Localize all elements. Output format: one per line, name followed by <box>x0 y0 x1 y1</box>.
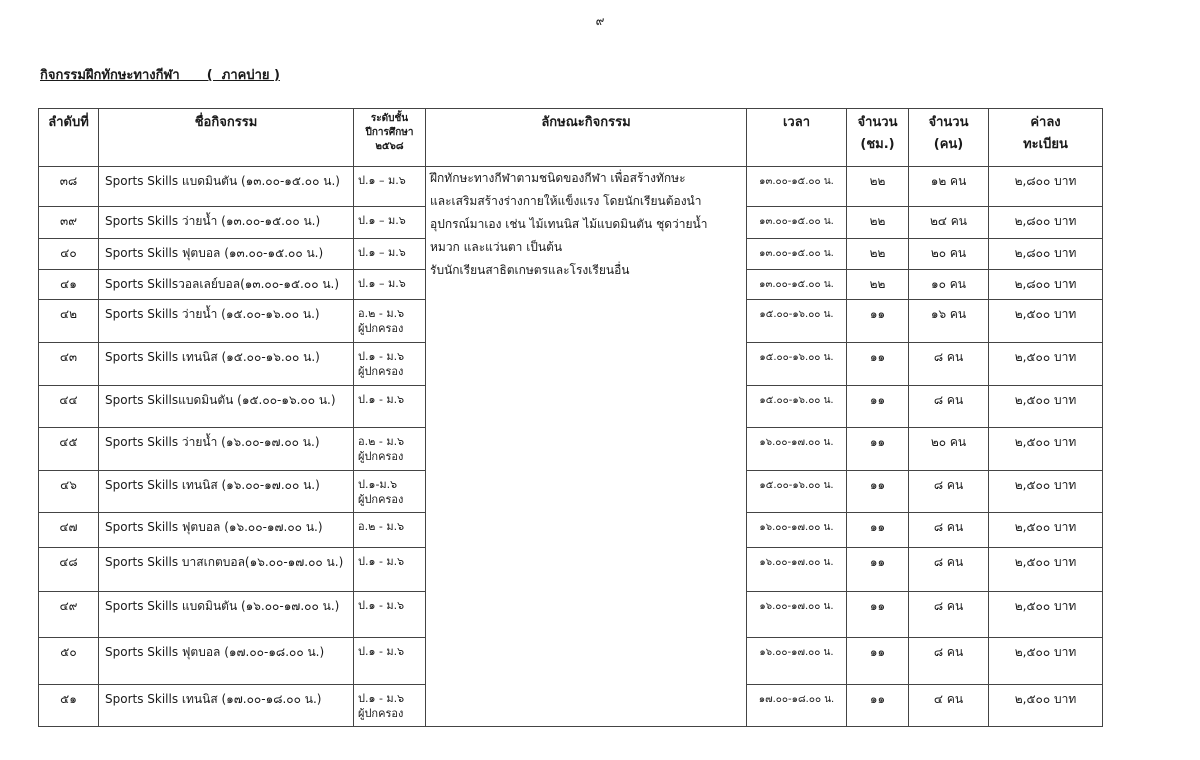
registration-fee: ๒,๘๐๐ บาท <box>989 207 1103 239</box>
activity-hours: ๒๒ <box>847 207 909 239</box>
activity-hours: ๑๑ <box>847 638 909 685</box>
activity-time: ๑๓.๐๐-๑๕.๐๐ น. <box>747 239 847 270</box>
activity-capacity: ๑๐ คน <box>909 270 989 300</box>
grade-level <box>354 513 426 548</box>
header-people <box>909 109 989 167</box>
row-number: ๔๒ <box>39 300 99 343</box>
activities-table <box>38 108 1103 727</box>
activity-hours: ๑๑ <box>847 343 909 386</box>
activity-capacity: ๘ คน <box>909 513 989 548</box>
grade-level-line1: ป.๑ – ม.๖ <box>358 277 406 290</box>
grade-level-line1: อ.๒ - ม.๖ <box>358 307 405 320</box>
row-number: ๔๑ <box>39 270 99 300</box>
grade-level-line1: ป.๑ - ม.๖ <box>358 555 405 568</box>
activity-capacity: ๒๐ คน <box>909 428 989 471</box>
activity-capacity: ๘ คน <box>909 638 989 685</box>
registration-fee: ๒,๕๐๐ บาท <box>989 592 1103 638</box>
activity-hours: ๑๑ <box>847 471 909 513</box>
registration-fee: ๒,๕๐๐ บาท <box>989 513 1103 548</box>
row-number: ๔๖ <box>39 471 99 513</box>
header-time: เวลา <box>747 109 847 167</box>
activity-capacity: ๘ คน <box>909 592 989 638</box>
activity-name: Sports Skills แบดมินตัน (๑๓.๐๐-๑๕.๐๐ น.) <box>99 167 354 207</box>
activity-time: ๑๖.๐๐-๑๗.๐๐ น. <box>747 548 847 592</box>
header-level <box>354 109 426 167</box>
activity-name: Sports Skills บาสเกตบอล(๑๖.๐๐-๑๗.๐๐ น.) <box>99 548 354 592</box>
header-level-line1: ระดับชั้น <box>370 113 409 124</box>
registration-fee: ๒,๕๐๐ บาท <box>989 685 1103 727</box>
grade-level <box>354 207 426 239</box>
activity-time: ๑๓.๐๐-๑๕.๐๐ น. <box>747 270 847 300</box>
grade-level <box>354 471 426 513</box>
activity-name: Sports Skills เทนนิส (๑๗.๐๐-๑๘.๐๐ น.) <box>99 685 354 727</box>
registration-fee: ๒,๕๐๐ บาท <box>989 638 1103 685</box>
row-number: ๔๓ <box>39 343 99 386</box>
table-body <box>39 167 1103 727</box>
section-title: กิจกรรมฝึกทักษะทางกีฬา ( ภาคบ่าย ) <box>40 68 280 83</box>
description-line: อุปกรณ์มาเอง เช่น ไม้เทนนิส ไม้แบดมินตัน ชุดว่ายน้ำ <box>430 217 708 231</box>
registration-fee: ๒,๕๐๐ บาท <box>989 343 1103 386</box>
activity-capacity: ๑๖ คน <box>909 300 989 343</box>
activity-time: ๑๗.๐๐-๑๘.๐๐ น. <box>747 685 847 727</box>
registration-fee: ๒,๕๐๐ บาท <box>989 428 1103 471</box>
activity-name: Sports Skills เทนนิส (๑๕.๐๐-๑๖.๐๐ น.) <box>99 343 354 386</box>
activity-time: ๑๖.๐๐-๑๗.๐๐ น. <box>747 592 847 638</box>
grade-level-line1: ป.๑ – ม.๖ <box>358 214 406 227</box>
header-people-line1: จำนวน <box>928 115 969 130</box>
grade-level <box>354 343 426 386</box>
activity-capacity: ๔ คน <box>909 685 989 727</box>
grade-level-line1: ป.๑ - ม.๖ <box>358 350 405 363</box>
grade-level <box>354 300 426 343</box>
activity-time: ๑๓.๐๐-๑๕.๐๐ น. <box>747 207 847 239</box>
activity-name: Sports Skills ว่ายน้ำ (๑๓.๐๐-๑๕.๐๐ น.) <box>99 207 354 239</box>
activity-capacity: ๒๔ คน <box>909 207 989 239</box>
header-hours-line1: จำนวน <box>857 115 898 130</box>
grade-level-line2: ผู้ปกครอง <box>358 450 404 463</box>
activity-capacity: ๘ คน <box>909 386 989 428</box>
activity-hours: ๒๒ <box>847 270 909 300</box>
activity-name: Sports Skills ว่ายน้ำ (๑๕.๐๐-๑๖.๐๐ น.) <box>99 300 354 343</box>
grade-level <box>354 270 426 300</box>
row-number: ๕๑ <box>39 685 99 727</box>
grade-level-line1: ป.๑ - ม.๖ <box>358 692 405 705</box>
activity-name: Sports Skillsแบดมินตัน (๑๕.๐๐-๑๖.๐๐ น.) <box>99 386 354 428</box>
header-fee-line2: ทะเบียน <box>1023 137 1068 152</box>
activity-name: Sports Skills ฟุตบอล (๑๗.๐๐-๑๘.๐๐ น.) <box>99 638 354 685</box>
activity-hours: ๑๑ <box>847 592 909 638</box>
registration-fee: ๒,๕๐๐ บาท <box>989 471 1103 513</box>
row-number: ๕๐ <box>39 638 99 685</box>
activity-name: Sports Skills เทนนิส (๑๖.๐๐-๑๗.๐๐ น.) <box>99 471 354 513</box>
grade-level-line1: ป.๑ - ม.๖ <box>358 393 405 406</box>
header-fee-line1: ค่าลง <box>1030 115 1061 130</box>
grade-level-line1: อ.๒ - ม.๖ <box>358 520 405 533</box>
activity-name: Sports Skillsวอลเลย์บอล(๑๓.๐๐-๑๕.๐๐ น.) <box>99 270 354 300</box>
header-hours-line2: (ชม.) <box>860 137 895 152</box>
grade-level <box>354 239 426 270</box>
activity-name: Sports Skills ว่ายน้ำ (๑๖.๐๐-๑๗.๐๐ น.) <box>99 428 354 471</box>
grade-level-line2: ผู้ปกครอง <box>358 365 404 378</box>
grade-level-line2: ผู้ปกครอง <box>358 493 404 506</box>
grade-level <box>354 685 426 727</box>
description-line: รับนักเรียนสาธิตเกษตรและโรงเรียนอื่น <box>430 263 630 277</box>
registration-fee: ๒,๕๐๐ บาท <box>989 300 1103 343</box>
activity-time: ๑๕.๐๐-๑๖.๐๐ น. <box>747 300 847 343</box>
activity-name: Sports Skills ฟุตบอล (๑๓.๐๐-๑๕.๐๐ น.) <box>99 239 354 270</box>
activity-capacity: ๒๐ คน <box>909 239 989 270</box>
activity-name: Sports Skills แบดมินตัน (๑๖.๐๐-๑๗.๐๐ น.) <box>99 592 354 638</box>
activity-hours: ๑๑ <box>847 548 909 592</box>
description-line: และเสริมสร้างร่างกายให้แข็งแรง โดยนักเรียนต้องนำ <box>430 194 702 208</box>
registration-fee: ๒,๘๐๐ บาท <box>989 167 1103 207</box>
registration-fee: ๒,๕๐๐ บาท <box>989 548 1103 592</box>
activity-description <box>426 167 747 727</box>
grade-level <box>354 167 426 207</box>
row-number: ๓๙ <box>39 207 99 239</box>
grade-level-line1: ป.๑-ม.๖ <box>358 478 398 491</box>
description-line: หมวก และแว่นตา เป็นต้น <box>430 240 563 254</box>
activity-name: Sports Skills ฟุตบอล (๑๖.๐๐-๑๗.๐๐ น.) <box>99 513 354 548</box>
activity-hours: ๒๒ <box>847 167 909 207</box>
grade-level-line1: ป.๑ – ม.๖ <box>358 174 406 187</box>
activity-capacity: ๘ คน <box>909 548 989 592</box>
grade-level-line2: ผู้ปกครอง <box>358 322 404 335</box>
activity-hours: ๑๑ <box>847 685 909 727</box>
row-number: ๔๗ <box>39 513 99 548</box>
page-number: ๙ <box>595 14 605 28</box>
header-level-line2: ปีการศึกษา <box>365 127 414 138</box>
activity-capacity: ๑๒ คน <box>909 167 989 207</box>
table-row <box>39 167 1103 207</box>
grade-level-line1: อ.๒ - ม.๖ <box>358 435 405 448</box>
row-number: ๓๘ <box>39 167 99 207</box>
grade-level-line1: ป.๑ - ม.๖ <box>358 645 405 658</box>
activity-hours: ๑๑ <box>847 300 909 343</box>
header-hours <box>847 109 909 167</box>
header-people-line2: (คน) <box>933 137 964 152</box>
activity-hours: ๑๑ <box>847 428 909 471</box>
activity-time: ๑๕.๐๐-๑๖.๐๐ น. <box>747 343 847 386</box>
grade-level <box>354 592 426 638</box>
activity-time: ๑๖.๐๐-๑๗.๐๐ น. <box>747 428 847 471</box>
activity-time: ๑๖.๐๐-๑๗.๐๐ น. <box>747 513 847 548</box>
activity-hours: ๑๑ <box>847 386 909 428</box>
description-line: ฝึกทักษะทางกีฬาตามชนิดของกีฬา เพื่อสร้างทักษะ <box>430 171 686 185</box>
grade-level <box>354 638 426 685</box>
row-number: ๔๐ <box>39 239 99 270</box>
header-no: ลำดับที่ <box>39 109 99 167</box>
row-number: ๔๕ <box>39 428 99 471</box>
grade-level-line1: ป.๑ - ม.๖ <box>358 599 405 612</box>
registration-fee: ๒,๘๐๐ บาท <box>989 270 1103 300</box>
activity-time: ๑๕.๐๐-๑๖.๐๐ น. <box>747 471 847 513</box>
table-header-row <box>39 109 1103 167</box>
grade-level <box>354 428 426 471</box>
grade-level-line1: ป.๑ – ม.๖ <box>358 246 406 259</box>
activity-time: ๑๓.๐๐-๑๕.๐๐ น. <box>747 167 847 207</box>
row-number: ๔๙ <box>39 592 99 638</box>
grade-level <box>354 548 426 592</box>
registration-fee: ๒,๘๐๐ บาท <box>989 239 1103 270</box>
activity-hours: ๒๒ <box>847 239 909 270</box>
activity-capacity: ๘ คน <box>909 343 989 386</box>
row-number: ๔๔ <box>39 386 99 428</box>
row-number: ๔๘ <box>39 548 99 592</box>
registration-fee: ๒,๕๐๐ บาท <box>989 386 1103 428</box>
activity-time: ๑๖.๐๐-๑๗.๐๐ น. <box>747 638 847 685</box>
grade-level-line2: ผู้ปกครอง <box>358 707 404 720</box>
activity-time: ๑๕.๐๐-๑๖.๐๐ น. <box>747 386 847 428</box>
activity-capacity: ๘ คน <box>909 471 989 513</box>
grade-level <box>354 386 426 428</box>
header-description: ลักษณะกิจกรรม <box>426 109 747 167</box>
header-name: ชื่อกิจกรรม <box>99 109 354 167</box>
header-level-line3: ๒๕๖๘ <box>375 141 404 152</box>
header-fee <box>989 109 1103 167</box>
activity-hours: ๑๑ <box>847 513 909 548</box>
